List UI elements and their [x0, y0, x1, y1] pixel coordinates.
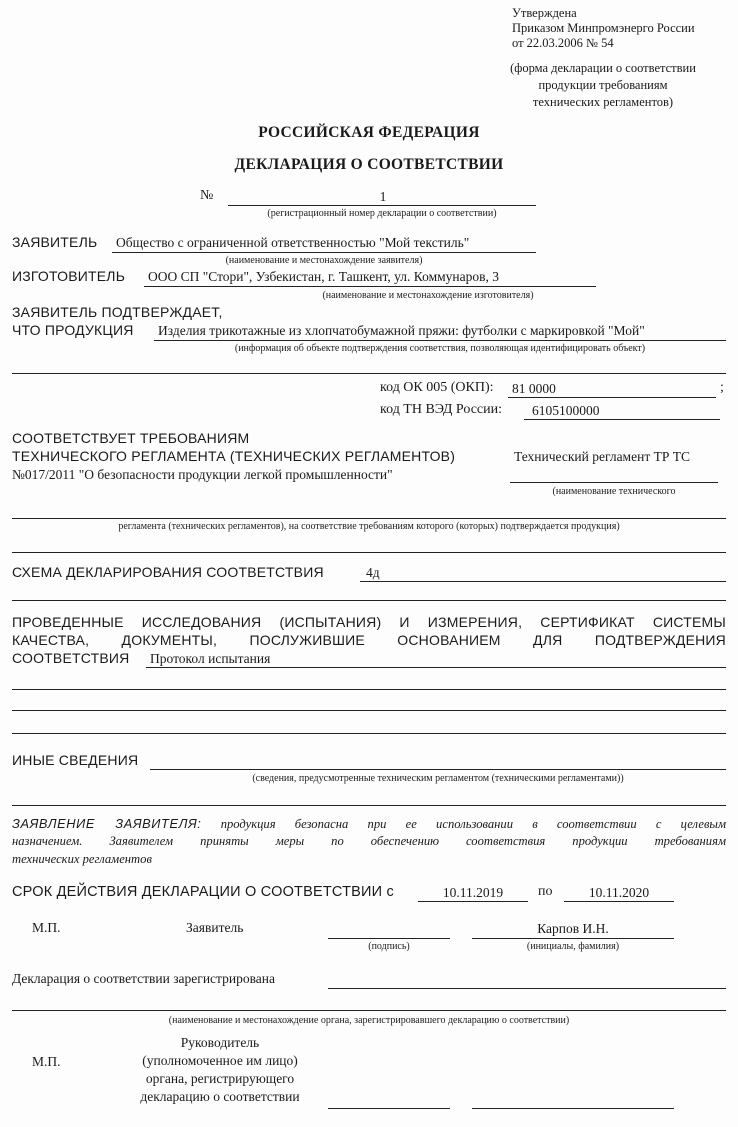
regulation-caption-2: регламента (технических регламентов), на соответствие требованиям которого (которых) подтверждается продукция): [118, 521, 620, 532]
complies-label-1: СООТВЕТСТВУЕТ ТРЕБОВАНИЯМ: [12, 430, 250, 446]
research-line-3: СООТВЕТСТВИЯ: [12, 650, 130, 666]
regulation-line-3: [12, 552, 726, 553]
head-line-2: (уполномоченное им лицо): [142, 1053, 298, 1068]
other-line: [150, 769, 726, 770]
ok-code-end: ;: [720, 380, 724, 395]
statement-line-1: [12, 816, 726, 832]
applicant-caption: (наименование и местонахождение заявителя): [225, 255, 423, 266]
research-extra-line-3: [12, 733, 726, 734]
signer-name-caption: (инициалы, фамилия): [526, 941, 620, 952]
product-line: [154, 340, 726, 341]
stamp-label: М.П.: [32, 920, 61, 935]
ok-code-label: код ОК 005 (ОКП):: [380, 380, 494, 395]
regulation-line: [510, 482, 718, 483]
statement-line-3: технических регламентов: [12, 852, 152, 866]
approval-line-2: Приказом Минпромэнерго России: [512, 21, 695, 35]
research-line: [146, 667, 726, 668]
head-stamp-label: М.П.: [32, 1054, 61, 1069]
registration-number: 1: [379, 189, 387, 204]
scheme-value: 4д: [366, 565, 380, 580]
validity-label: СРОК ДЕЙСТВИЯ ДЕКЛАРАЦИИ О СООТВЕТСТВИИ с: [12, 884, 394, 900]
number-sign: №: [200, 188, 214, 203]
scheme-label: СХЕМА ДЕКЛАРИРОВАНИЯ СООТВЕТСТВИЯ: [12, 564, 324, 580]
applicant-value: Общество с ограниченной ответственностью "Мой текстиль": [116, 235, 470, 250]
manufacturer-value: ООО СП "Стори", Узбекистан, г. Ташкент, ул. Коммунаров, 3: [148, 269, 500, 284]
scheme-line: [360, 581, 726, 582]
signer-name: Карпов И.Н.: [537, 921, 609, 936]
complies-label-2: ТЕХНИЧЕСКОГО РЕГЛАМЕНТА (ТЕХНИЧЕСКИХ РЕГЛАМЕНТОВ): [12, 448, 456, 464]
research-extra-line-2: [12, 710, 726, 711]
statement-lead: ЗАЯВЛЕНИЕ ЗАЯВИТЕЛЯ:: [12, 816, 202, 831]
signer-name-line: [472, 938, 674, 939]
validity-to: 10.11.2020: [588, 885, 650, 900]
registered-line-2: [12, 1010, 726, 1011]
head-signature-line: [328, 1108, 450, 1109]
ok-code-line: [508, 397, 716, 398]
manufacturer-label: ИЗГОТОВИТЕЛЬ: [12, 268, 126, 284]
applicant-line: [112, 252, 536, 253]
product-value: Изделия трикотажные из хлопчатобумажной пряжи: футболки с маркировкой "Мой": [158, 323, 645, 338]
validity-from: 10.11.2019: [442, 885, 504, 900]
applicant-role: Заявитель: [186, 920, 244, 935]
tn-code-value: 6105100000: [532, 403, 600, 418]
regulation-value-1: Технический регламент ТР ТС: [514, 449, 690, 464]
head-line-1: Руководитель: [180, 1035, 260, 1050]
form-note-line-3: технических регламентов): [532, 95, 674, 109]
research-line-1: ПРОВЕДЕННЫЕ ИССЛЕДОВАНИЯ (ИСПЫТАНИЯ) И ИЗМЕРЕНИЯ, СЕРТИФИКАТ СИСТЕМЫ: [12, 614, 726, 630]
statement-line-2: назначением. Заявителем приняты меры по обеспечению соответствия продукции требованиям: [12, 834, 726, 848]
product-caption: (информация об объекте подтверждения соответствия, позволяющая идентифицировать объект): [234, 343, 646, 354]
ok-code-value: 81 0000: [512, 381, 556, 396]
other-label: ИНЫЕ СВЕДЕНИЯ: [12, 752, 139, 768]
country-title: РОССИЙСКАЯ ФЕДЕРАЦИЯ: [258, 124, 480, 141]
research-line-2: КАЧЕСТВА, ДОКУМЕНТЫ, ПОСЛУЖИВШИЕ ОСНОВАНИЕМ ДЛЯ ПОДТВЕРЖДЕНИЯ: [12, 632, 726, 648]
validity-to-line: [564, 901, 674, 902]
registered-label: Декларация о соответствии зарегистрирована: [12, 971, 275, 986]
manufacturer-line: [144, 286, 596, 287]
head-line-4: декларацию о соответствии: [140, 1089, 300, 1104]
confirms-label-2: ЧТО ПРОДУКЦИЯ: [12, 322, 134, 338]
validity-from-line: [418, 901, 528, 902]
approval-line-3: от 22.03.2006 № 54: [512, 36, 614, 50]
form-note-line-1: (форма декларации о соответствии: [510, 61, 696, 75]
registration-caption: (регистрационный номер декларации о соответствии): [267, 208, 497, 219]
regulation-line-2: [12, 518, 726, 519]
other-line-2: [12, 805, 726, 806]
approval-block: [512, 6, 695, 51]
registered-caption: (наименование и местонахождение органа, зарегистрировавшего декларацию о соответствии): [168, 1015, 570, 1026]
head-name-line: [472, 1108, 674, 1109]
research-extra-line-1: [12, 689, 726, 690]
signature-line: [328, 938, 450, 939]
form-note: [484, 60, 722, 111]
tn-code-line: [524, 419, 720, 420]
validity-to-label: по: [538, 884, 553, 899]
confirms-label-1: ЗАЯВИТЕЛЬ ПОДТВЕРЖДАЕТ,: [12, 304, 223, 320]
head-block: [120, 1034, 320, 1106]
product-extra-line: [12, 373, 726, 374]
other-caption: (сведения, предусмотренные техническим регламентом (техническими регламентами)): [252, 773, 624, 784]
scheme-line-2: [12, 600, 726, 601]
approval-line-1: Утверждена: [512, 6, 577, 20]
registered-line: [328, 988, 726, 989]
regulation-caption-1: (наименование технического: [552, 486, 676, 497]
manufacturer-caption: (наименование и местонахождение изготовителя): [322, 290, 534, 301]
statement-text-1: продукция безопасна при ее использовании в соответствии с целевым: [220, 817, 726, 831]
head-line-3: органа, регистрирующего: [145, 1071, 295, 1086]
research-value: Протокол испытания: [150, 651, 271, 666]
registration-number-line: [228, 205, 536, 206]
form-note-line-2: продукции требованиям: [538, 78, 668, 92]
signature-caption: (подпись): [368, 941, 410, 952]
document-title: ДЕКЛАРАЦИЯ О СООТВЕТСТВИИ: [234, 156, 504, 173]
applicant-label: ЗАЯВИТЕЛЬ: [12, 234, 98, 250]
tn-code-label: код ТН ВЭД России:: [380, 402, 503, 417]
regulation-value-2: №017/2011 "О безопасности продукции легкой промышленности": [12, 467, 393, 482]
